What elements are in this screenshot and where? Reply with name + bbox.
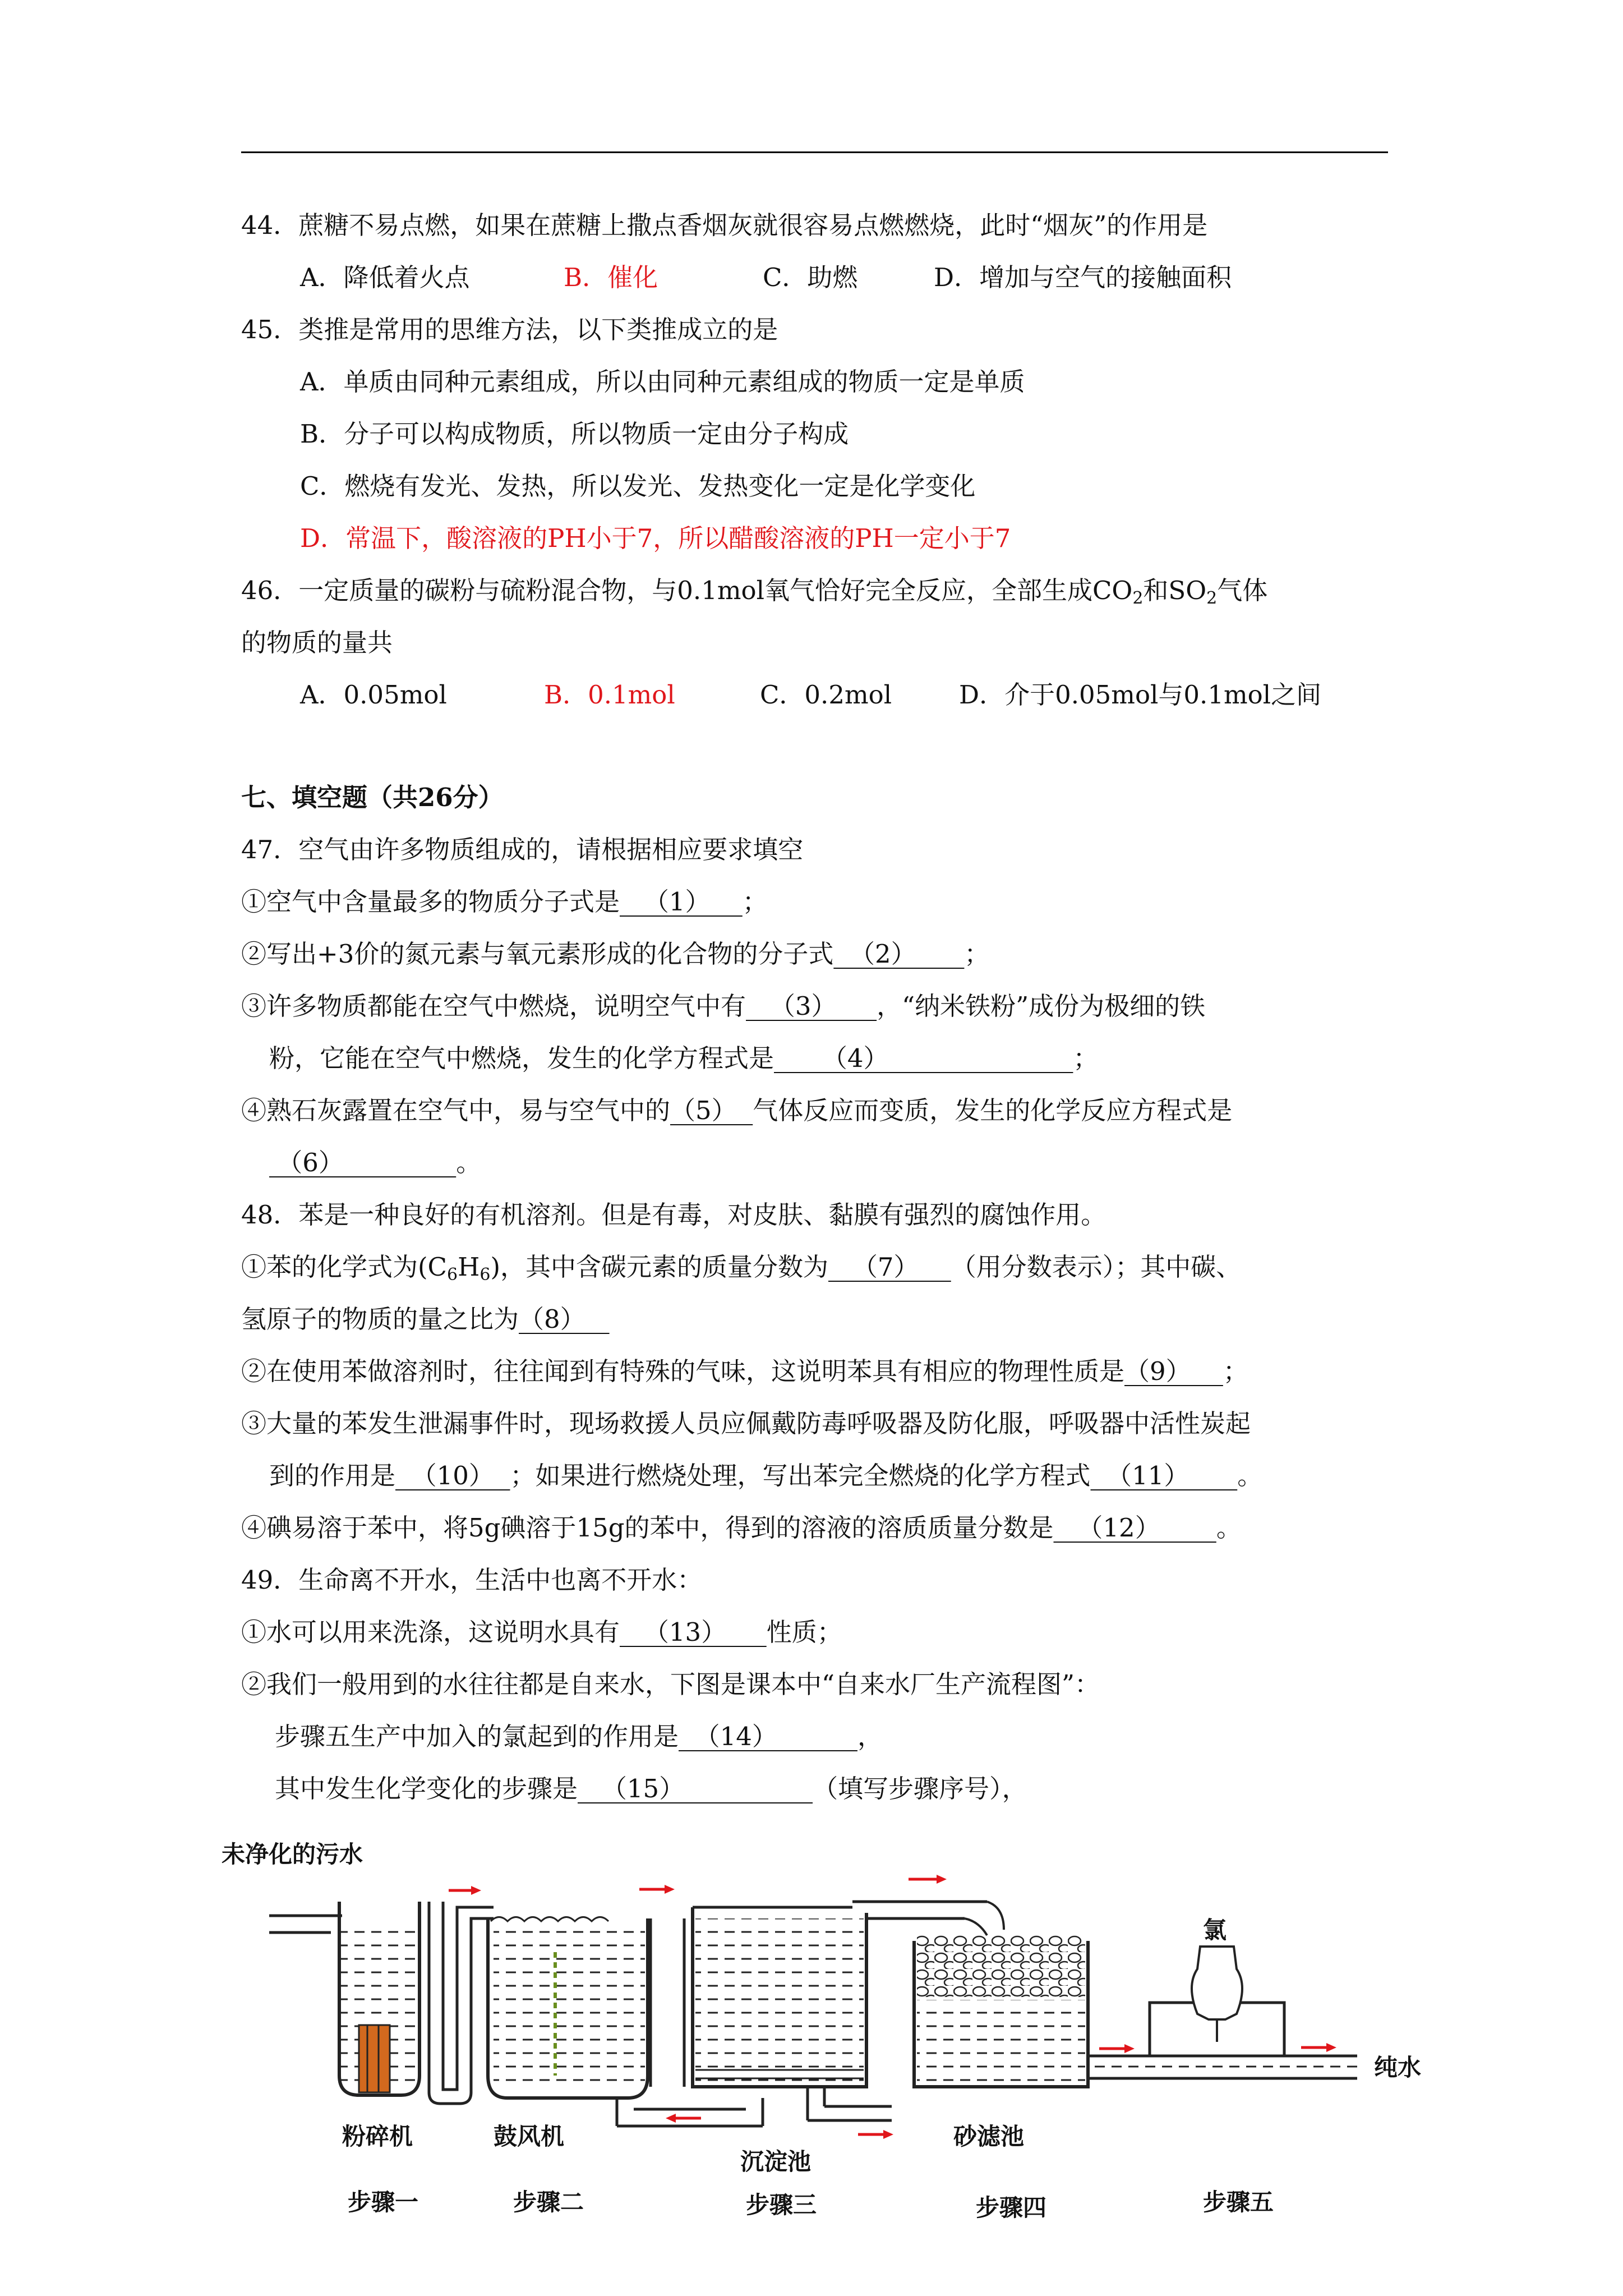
overflow-pipe bbox=[852, 1902, 1004, 1935]
blank-9: （9） bbox=[1124, 1356, 1223, 1386]
step-2-label: 步骤二 bbox=[513, 2188, 584, 2216]
blank-6: （6） bbox=[269, 1148, 457, 1177]
sand-filter-tank bbox=[914, 1935, 1088, 2087]
q47-line-2 bbox=[241, 937, 989, 971]
q48-l1-h: H bbox=[458, 1252, 480, 1282]
q47-line-4 bbox=[269, 1042, 1098, 1075]
diagram-title: 未净化的污水 bbox=[222, 1841, 363, 1868]
q44-options bbox=[300, 261, 1232, 295]
q49-l1-end: 性质； bbox=[766, 1617, 842, 1647]
blower-label: 鼓风机 bbox=[494, 2123, 565, 2150]
q46-option-a: A．0.05mol bbox=[300, 680, 447, 710]
q47-l3-text: ③许多物质都能在空气中燃烧，说明空气中有 bbox=[241, 991, 746, 1021]
q49-stem: 49．生命离不开水，生活中也离不开水： bbox=[241, 1565, 703, 1595]
step-3-label: 步骤三 bbox=[746, 2191, 817, 2219]
q46-options bbox=[300, 678, 1321, 712]
q48-l5-end: 。 bbox=[1237, 1461, 1263, 1490]
outflow-pipe bbox=[1088, 2056, 1357, 2078]
q49-l4-end: （填写步骤序号）， bbox=[813, 1774, 1027, 1803]
q46-option-d: D．介于0.05mol与0.1mol之间 bbox=[959, 680, 1322, 710]
step-5-label: 步骤五 bbox=[1203, 2188, 1274, 2216]
q49-line-1 bbox=[241, 1616, 842, 1649]
q48-line-4: ③大量的苯发生泄漏事件时，现场救援人员应佩戴防毒呼吸器及防化服，呼吸器中活性炭起 bbox=[241, 1409, 1251, 1438]
blank-4: （4） bbox=[774, 1043, 1073, 1073]
blank-14: （14） bbox=[679, 1722, 857, 1751]
q47-l5-text: ④熟石灰露置在空气中，易与空气中的 bbox=[241, 1096, 671, 1125]
q47-l6-end: 。 bbox=[456, 1148, 482, 1177]
q46-stem-part2: 和SO bbox=[1143, 576, 1207, 605]
pure-water-label: 纯水 bbox=[1374, 2054, 1422, 2081]
chlorine-label: 氯 bbox=[1203, 1916, 1227, 1944]
bottom-pipe bbox=[617, 2098, 763, 2126]
q47-line-6 bbox=[269, 1146, 481, 1180]
gravel-layer bbox=[917, 1935, 1085, 1997]
q49-l3-end: ， bbox=[857, 1722, 883, 1751]
q48-line-6 bbox=[241, 1511, 1242, 1545]
q44-option-d: D．增加与空气的接触面积 bbox=[934, 263, 1232, 292]
q44-option-a: A．降低着火点 bbox=[300, 263, 470, 292]
q46-stem-part1: 46．一定质量的碳粉与硫粉混合物，与0.1mol氧气恰好完全反应，全部生成CO bbox=[241, 576, 1133, 605]
q44-option-b: B．催化 bbox=[564, 263, 658, 292]
crusher-machine bbox=[359, 2025, 390, 2092]
q49-l4-text: 其中发生化学变化的步骤是 bbox=[275, 1774, 578, 1803]
q47-l4-end: ； bbox=[1073, 1043, 1099, 1073]
q46-option-c: C．0.2mol bbox=[760, 680, 892, 710]
q47-l4-text: 粉，它能在空气中燃烧，发生的化学方程式是 bbox=[269, 1043, 774, 1073]
blank-7: （7） bbox=[828, 1252, 951, 1282]
q48-l5-text: 到的作用是 bbox=[269, 1461, 396, 1490]
q47-l2-text: ②写出+3价的氮元素与氧元素形成的化合物的分子式 bbox=[241, 939, 834, 969]
chlorine-bottle bbox=[1192, 1947, 1242, 2019]
q47-line-1 bbox=[241, 885, 768, 919]
q45-option-c: C．燃烧有发光、发热，所以发光、发热变化一定是化学变化 bbox=[300, 471, 976, 501]
q48-l2-text: 氢原子的物质的量之比为 bbox=[241, 1304, 519, 1334]
q49-line-3 bbox=[275, 1720, 883, 1754]
q47-line-5 bbox=[241, 1094, 1232, 1128]
crusher-label: 粉碎机 bbox=[342, 2123, 413, 2150]
blank-3: （3） bbox=[746, 991, 877, 1021]
blank-13: （13） bbox=[620, 1617, 767, 1647]
q47-l5-end: 气体反应而变质，发生的化学反应方程式是 bbox=[753, 1096, 1233, 1125]
q48-l6-end: 。 bbox=[1216, 1513, 1242, 1543]
water-treatment-diagram bbox=[219, 1834, 1424, 2238]
blank-10: （10） bbox=[395, 1461, 510, 1490]
q47-l2-end: ； bbox=[964, 939, 990, 969]
q48-l3-text: ②在使用苯做溶剂时，往往闻到有特殊的气味，这说明苯具有相应的物理性质是 bbox=[241, 1356, 1125, 1386]
blank-15: （15） bbox=[578, 1774, 813, 1803]
q45-stem: 45．类推是常用的思维方法，以下类推成立的是 bbox=[241, 315, 778, 344]
q47-stem: 47．空气由许多物质组成的，请根据相应要求填空 bbox=[241, 835, 804, 864]
q44-stem: 44．蔗糖不易点燃，如果在蔗糖上撒点香烟灰就很容易点燃燃烧，此时“烟灰”的作用是 bbox=[241, 210, 1208, 240]
q48-line-2 bbox=[241, 1303, 610, 1336]
blank-12: （12） bbox=[1053, 1513, 1216, 1543]
q46-stem-part3: 气体 bbox=[1217, 576, 1268, 605]
q47-l3-end: ，“纳米铁粉”成份为极细的铁 bbox=[877, 991, 1206, 1021]
step-1-label: 步骤一 bbox=[348, 2188, 419, 2216]
blank-2: （2） bbox=[833, 939, 965, 969]
q46-stem-continued: 的物质的量共 bbox=[241, 628, 393, 657]
inflow-pipe bbox=[269, 1916, 342, 1932]
connector-pipe-1 bbox=[429, 1902, 494, 2104]
sedimentation-tank bbox=[651, 1907, 866, 2092]
q49-l3-text: 步骤五生产中加入的氯起到的作用是 bbox=[275, 1722, 679, 1751]
blank-8: （8） bbox=[519, 1304, 610, 1334]
section-title: 七、填空题（共26分） bbox=[241, 783, 504, 812]
q49-l1-text: ①水可以用来洗涤，这说明水具有 bbox=[241, 1617, 620, 1647]
chlorination-unit bbox=[1150, 1916, 1284, 2056]
q48-l1-end: （用分数表示）；其中碳、 bbox=[951, 1252, 1242, 1282]
q48-l1-mid: )，其中含碳元素的质量分数为 bbox=[490, 1252, 828, 1282]
q48-line-1 bbox=[241, 1250, 1241, 1284]
q44-option-c: C．助燃 bbox=[763, 263, 858, 292]
sand-filter-label: 砂滤池 bbox=[953, 2123, 1025, 2150]
q49-line-4 bbox=[275, 1772, 1027, 1806]
q48-l5-mid: ；如果进行燃烧处理，写出苯完全燃烧的化学方程式 bbox=[510, 1461, 1091, 1490]
blank-11: （11） bbox=[1090, 1461, 1238, 1490]
crusher-tank bbox=[339, 1902, 419, 2095]
q48-stem: 48．苯是一种良好的有机溶剂。但是有毒，对皮肤、黏膜有强烈的腐蚀作用。 bbox=[241, 1200, 1106, 1230]
q46-stem bbox=[241, 574, 1267, 608]
q46-subscript-so2: 2 bbox=[1206, 588, 1218, 608]
q48-line-3 bbox=[241, 1355, 1248, 1388]
q45-option-a: A．单质由同种元素组成，所以由同种元素组成的物质一定是单质 bbox=[300, 367, 1025, 397]
q46-subscript-co2: 2 bbox=[1132, 588, 1144, 608]
q45-option-d: D．常温下，酸溶液的PH小于7，所以醋酸溶液的PH一定小于7 bbox=[300, 523, 1011, 553]
q49-line-2: ②我们一般用到的水往往都是自来水，下图是课本中“自来水厂生产流程图”： bbox=[241, 1669, 1100, 1699]
q48-l6-text: ④碘易溶于苯中，将5g碘溶于15g的苯中，得到的溶液的溶质质量分数是 bbox=[241, 1513, 1054, 1543]
step-4-label: 步骤四 bbox=[976, 2194, 1047, 2221]
sedimentation-label: 沉淀池 bbox=[740, 2148, 811, 2175]
q47-l1-end: ； bbox=[742, 887, 768, 917]
q47-line-3 bbox=[241, 990, 1205, 1023]
q48-l1-text: ①苯的化学式为(C bbox=[241, 1252, 447, 1282]
blower-tank bbox=[488, 1917, 648, 2099]
q46-option-b: B．0.1mol bbox=[544, 680, 675, 710]
q47-l1-text: ①空气中含量最多的物质分子式是 bbox=[241, 887, 620, 917]
q45-option-b: B．分子可以构成物质，所以物质一定由分子构成 bbox=[300, 419, 849, 449]
q48-subscript-h: 6 bbox=[479, 1265, 491, 1285]
blank-1: （1） bbox=[620, 887, 743, 917]
blank-5: （5） bbox=[670, 1096, 753, 1125]
q48-subscript-c: 6 bbox=[447, 1265, 458, 1285]
header-rule bbox=[241, 151, 1388, 153]
q48-l3-end: ； bbox=[1223, 1356, 1248, 1386]
q48-line-5 bbox=[269, 1459, 1262, 1493]
